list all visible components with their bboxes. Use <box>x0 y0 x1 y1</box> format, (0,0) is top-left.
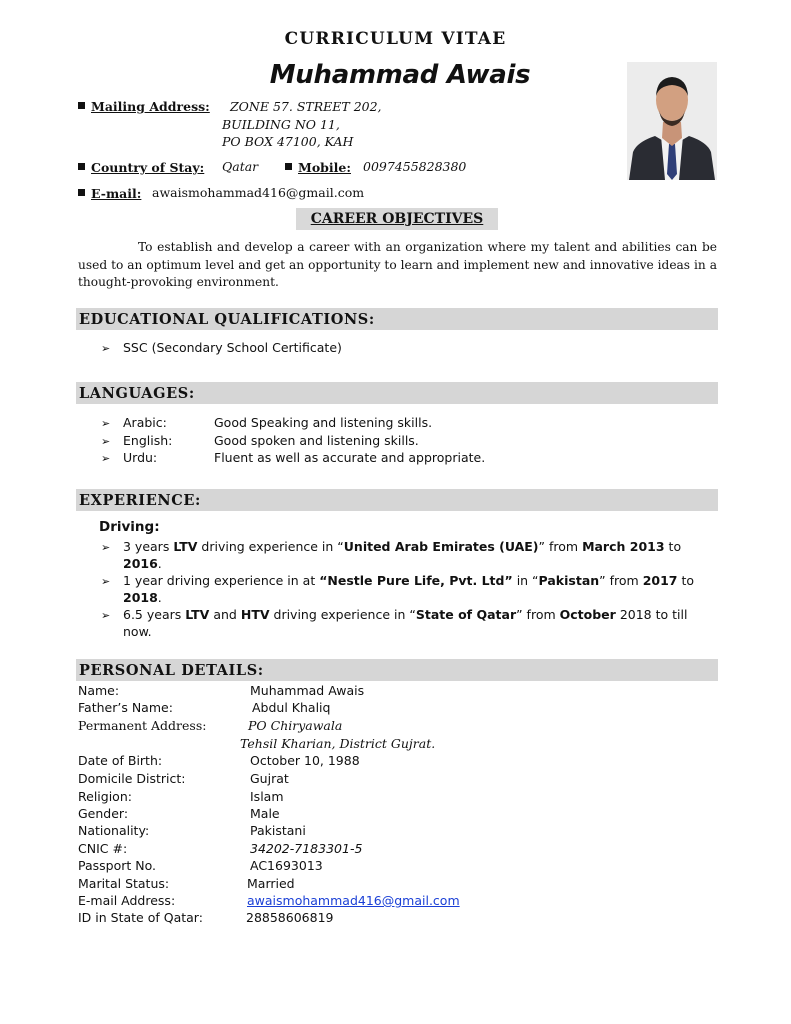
arrow-bullet-icon: ➢ <box>101 452 111 465</box>
square-bullet-icon <box>78 102 85 109</box>
document-title: CURRICULUM VITAE <box>284 29 507 49</box>
email-label: E-mail: <box>91 186 142 201</box>
country-value: Qatar <box>222 159 259 174</box>
language-item-urdu: ➢ Urdu: Fluent as well as accurate and appropriate. <box>101 450 486 465</box>
mailing-address-label: Mailing Address: <box>91 99 210 114</box>
country-label: Country of Stay: <box>91 160 205 175</box>
country-row <box>78 159 204 177</box>
mailing-line-3: PO BOX 47100, KAH <box>222 134 354 149</box>
mailing-address-row <box>78 98 210 116</box>
experience-item: ➢ 1 year driving experience in at “Nestle Pure Life, Pvt. Ltd” in “Pakistan” from 2017 to 2018. <box>101 573 695 605</box>
career-objectives-heading: CAREER OBJECTIVES <box>296 208 498 230</box>
experience-item: ➢ 3 years LTV driving experience in “United Arab Emirates (UAE)” from March 2013 to 2016. <box>101 539 682 571</box>
profile-photo <box>627 62 717 180</box>
experience-item: ➢ 6.5 years LTV and HTV driving experience in “State of Qatar” from October 2018 to till now. <box>101 607 688 639</box>
mailing-line-1: ZONE 57. STREET 202, <box>230 99 382 114</box>
candidate-name: Muhammad Awais <box>269 60 531 90</box>
mobile-label: Mobile: <box>298 160 351 175</box>
mobile-value: 0097455828380 <box>363 159 467 174</box>
square-bullet-icon <box>78 163 85 170</box>
arrow-bullet-icon: ➢ <box>101 541 111 554</box>
square-bullet-icon <box>78 189 85 196</box>
email-value: awaismohammad416@gmail.com <box>152 185 365 200</box>
arrow-bullet-icon: ➢ <box>101 435 111 448</box>
experience-subheading: Driving: <box>99 519 160 535</box>
arrow-bullet-icon: ➢ <box>101 575 111 588</box>
language-item-arabic: ➢ Arabic: Good Speaking and listening skills. <box>101 415 433 430</box>
arrow-bullet-icon: ➢ <box>101 417 111 430</box>
mobile-row <box>285 159 351 177</box>
education-heading: EDUCATIONAL QUALIFICATIONS: <box>76 308 718 330</box>
email-link[interactable]: awaismohammad416@gmail.com <box>247 893 460 908</box>
email-row <box>78 185 141 203</box>
mailing-line-2: BUILDING NO 11, <box>222 117 340 132</box>
language-item-english: ➢ English: Good spoken and listening skills. <box>101 433 419 448</box>
arrow-bullet-icon: ➢ <box>101 342 111 355</box>
square-bullet-icon <box>285 163 292 170</box>
languages-heading: LANGUAGES: <box>76 382 718 404</box>
list-item: ➢ SSC (Secondary School Certificate) <box>101 340 342 355</box>
experience-heading: EXPERIENCE: <box>76 489 718 511</box>
person-portrait-icon <box>627 62 717 180</box>
arrow-bullet-icon: ➢ <box>101 609 111 622</box>
career-objectives-text: To establish and develop a career with an organization where my talent and abilities can be used to an optimum level and get an opportunity to learn and implement new and innovative ideas in a thought-provoking environment. <box>78 240 717 289</box>
personal-details-heading: PERSONAL DETAILS: <box>76 659 718 681</box>
